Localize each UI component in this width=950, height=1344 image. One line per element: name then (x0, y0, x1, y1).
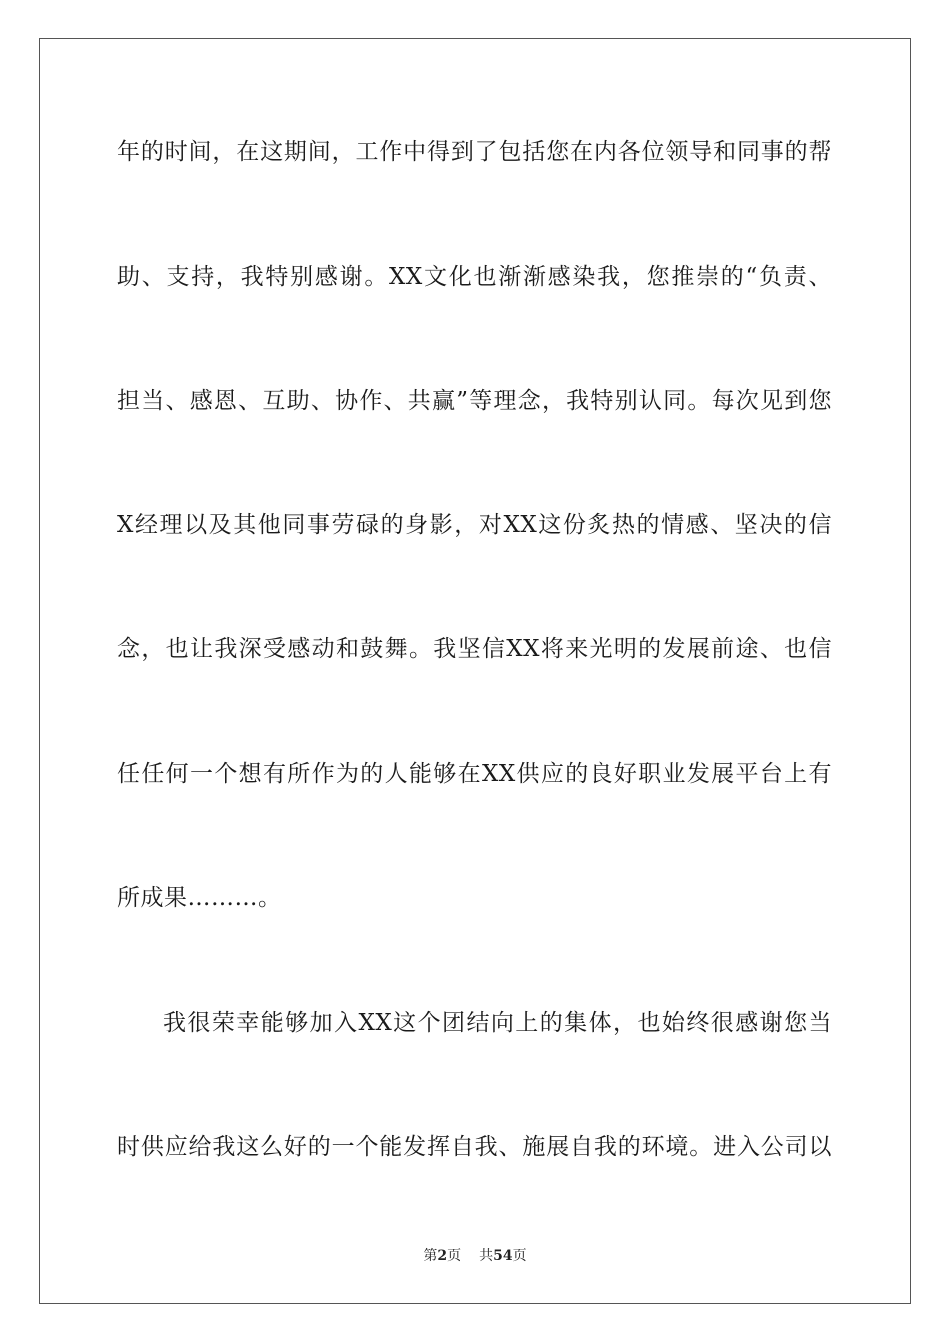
paragraph-line-2: 助、支持，我特别感谢。XX文化也渐渐感染我，您推崇的“负责、 (117, 264, 832, 290)
page-number: 2 (437, 1248, 448, 1264)
total-suffix: 页 (512, 1248, 527, 1264)
page-prefix: 第 (423, 1248, 438, 1264)
paragraph-line-8: 我很荣幸能够加入XX这个团结向上的集体，也始终很感谢您当 (163, 1010, 832, 1036)
total-prefix: 共 (479, 1248, 494, 1264)
paragraph-line-4: X经理以及其他同事劳碌的身影，对XX这份炙热的情感、坚决的信 (117, 512, 832, 538)
page-border (39, 38, 911, 1304)
page-suffix: 页 (447, 1248, 462, 1264)
paragraph-line-6: 任任何一个想有所作为的人能够在XX供应的良好职业发展平台上有 (117, 761, 832, 787)
paragraph-line-9: 时供应给我这么好的一个能发挥自我、施展自我的环境。进入公司以 (117, 1134, 832, 1160)
paragraph-line-5: 念，也让我深受感动和鼓舞。我坚信XX将来光明的发展前途、也信 (117, 636, 832, 662)
page-footer (0, 1246, 950, 1266)
paragraph-line-3: 担当、感恩、互助、协作、共赢”等理念，我特别认同。每次见到您 (117, 388, 832, 414)
paragraph-line-7: 所成果………。 (117, 885, 282, 911)
paragraph-line-1: 年的时间，在这期间，工作中得到了包括您在内各位领导和同事的帮 (117, 139, 832, 165)
total-pages: 54 (493, 1248, 513, 1264)
